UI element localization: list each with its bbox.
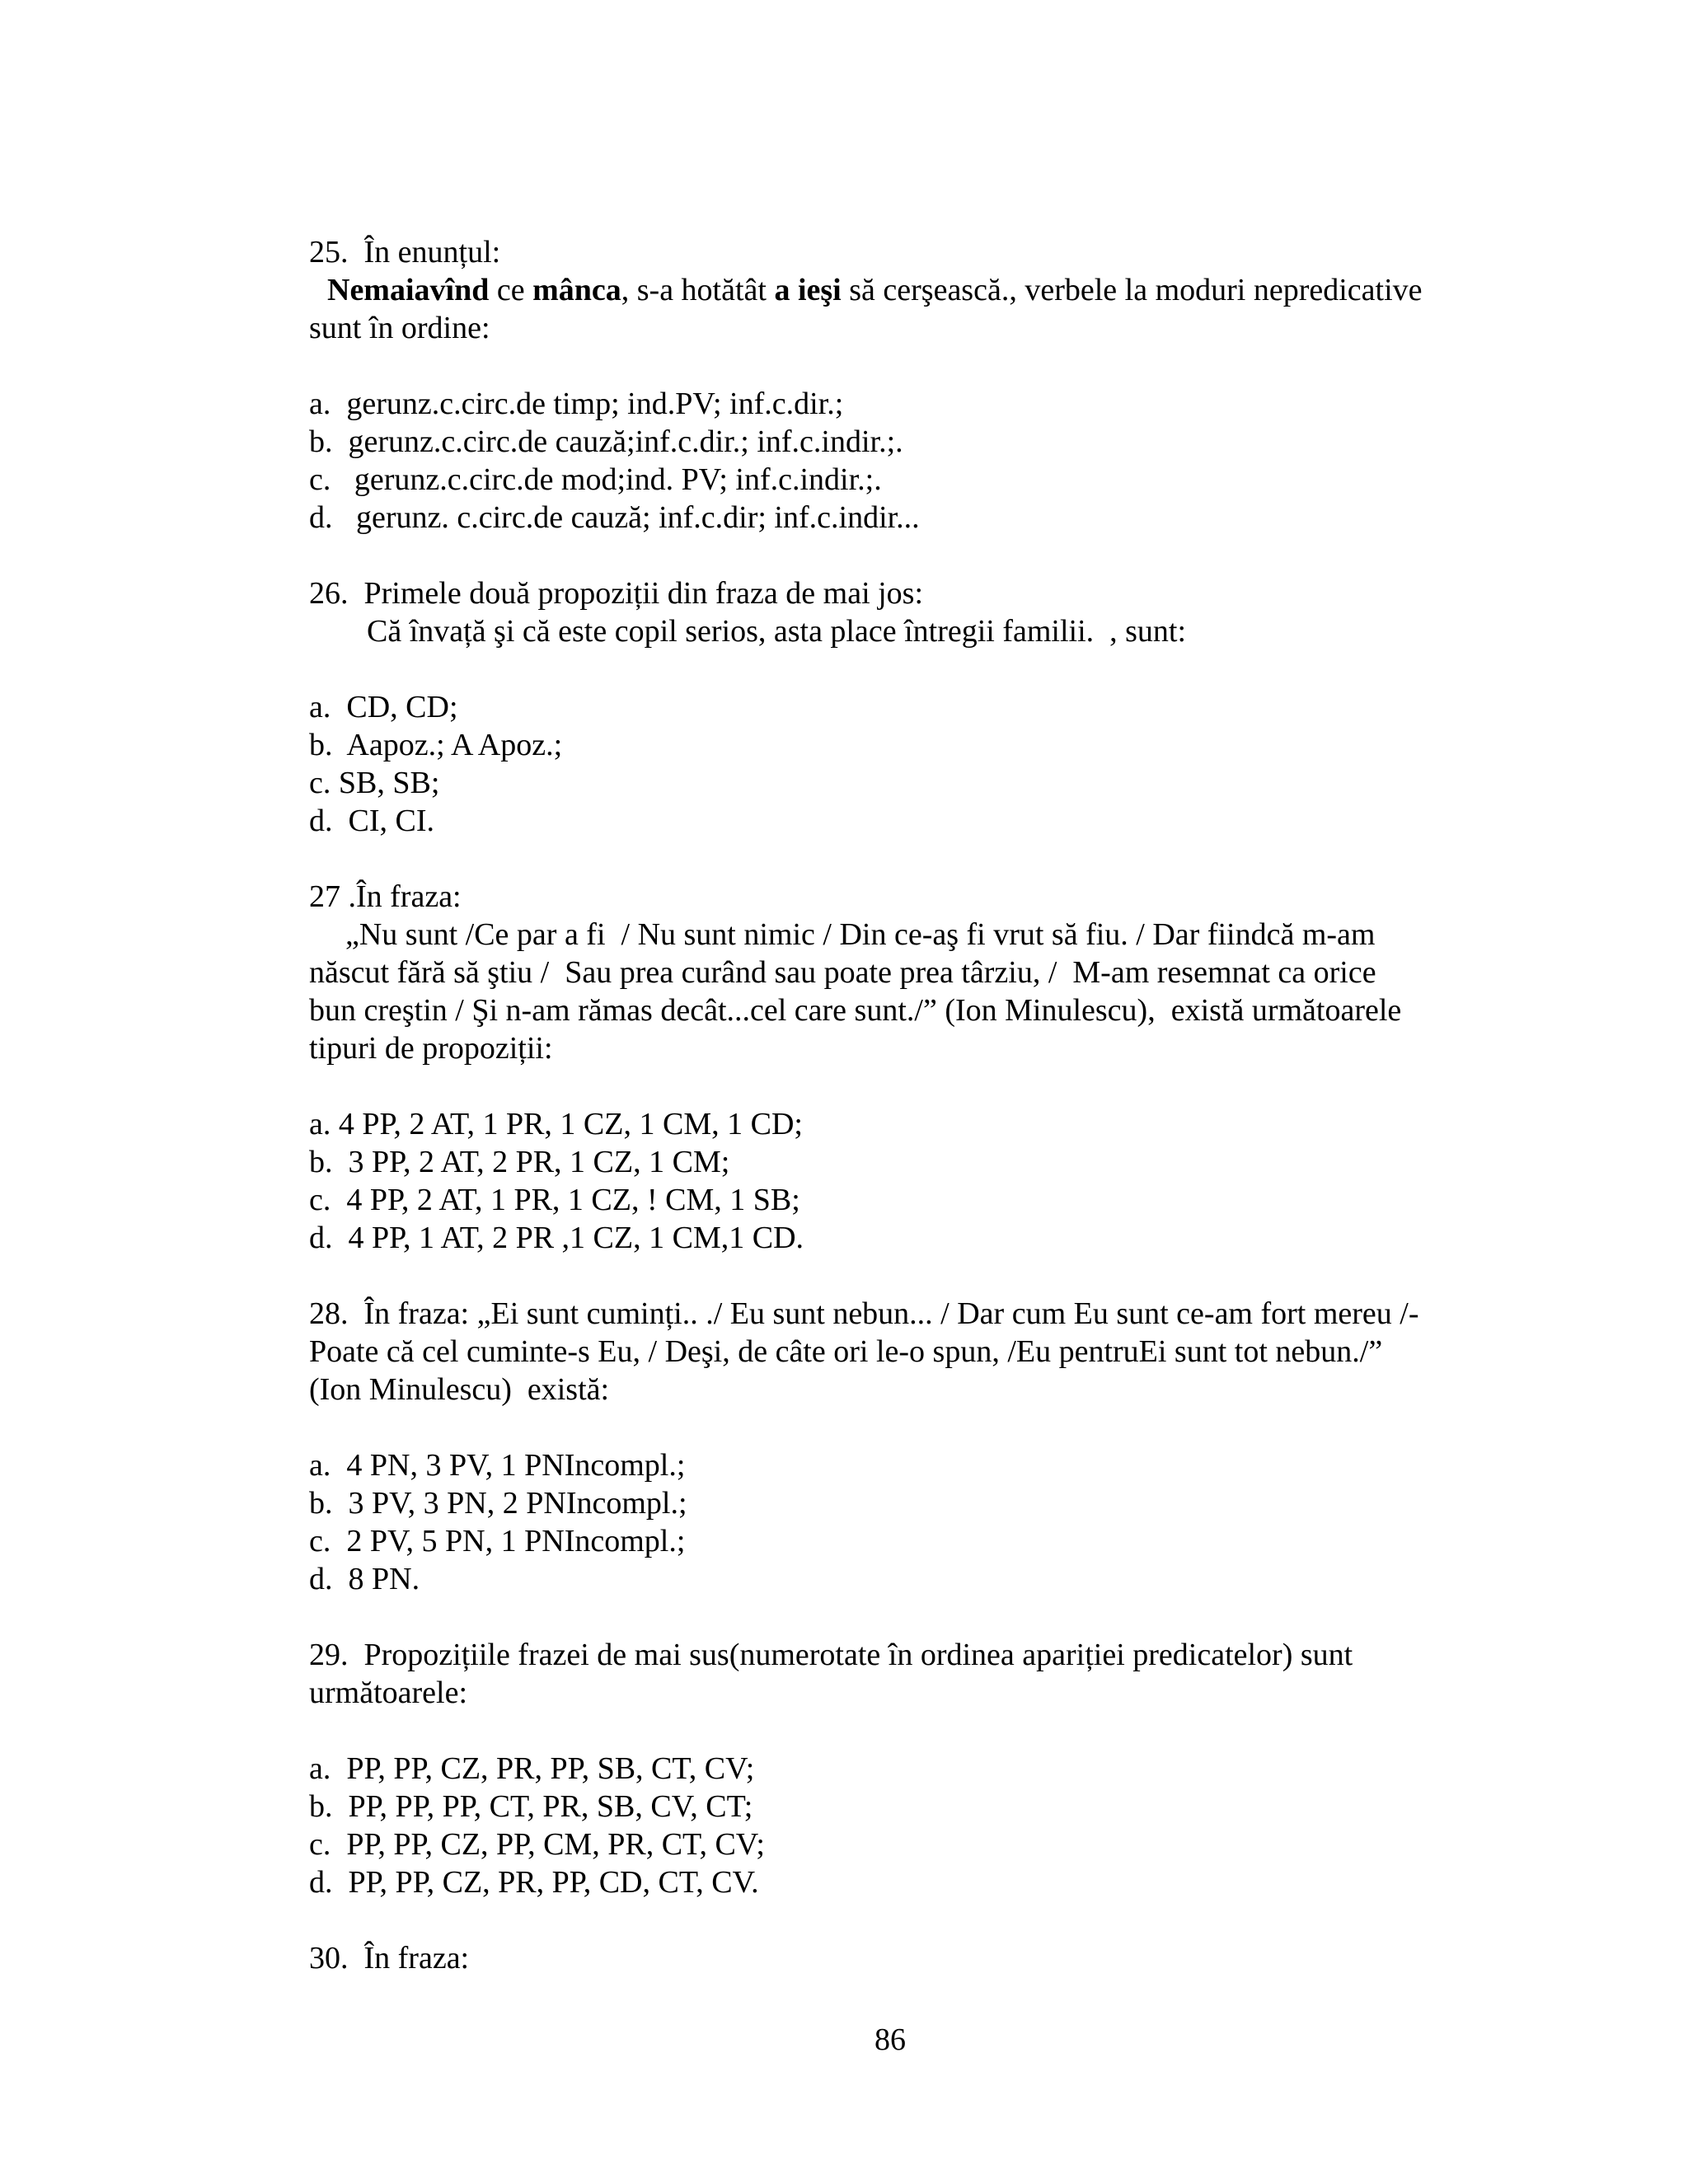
answer-option: b. Aapoz.; A Apoz.;: [309, 728, 563, 762]
answer-option: d. 4 PP, 1 AT, 2 PR ,1 CZ, 1 CM,1 CD.: [309, 1221, 804, 1255]
page-content: [309, 233, 1488, 1977]
sentence-text: , s-a hotătât: [621, 273, 775, 307]
question-27-quote-line: născut fără să ştiu / Sau prea curând sau poate prea târziu, / M-am resemnat ca orice: [309, 955, 1376, 990]
question-25-continuation: sunt în ordine:: [309, 311, 490, 345]
answer-option: a. 4 PN, 3 PV, 1 PNIncompl.;: [309, 1448, 686, 1483]
question-26: [309, 574, 1488, 840]
answer-option: a. 4 PP, 2 AT, 1 PR, 1 CZ, 1 CM, 1 CD;: [309, 1107, 803, 1141]
answer-option: d. 8 PN.: [309, 1562, 420, 1596]
answer-option: d. gerunz. c.circ.de cauză; inf.c.dir; inf.c.indir...: [309, 500, 920, 535]
answer-option: d. PP, PP, CZ, PR, PP, CD, CT, CV.: [309, 1865, 759, 1900]
answer-option: c. PP, PP, CZ, PP, CM, PR, CT, CV;: [309, 1827, 765, 1862]
bold-word: a ieşi: [774, 273, 842, 307]
sentence-text: ce: [489, 273, 533, 307]
answer-option: a. PP, PP, CZ, PR, PP, SB, CT, CV;: [309, 1751, 755, 1786]
bold-word: Nemaiavînd: [327, 273, 490, 307]
question-29-line: următoarele:: [309, 1675, 468, 1710]
bold-word: mânca: [532, 273, 621, 307]
question-28: [309, 1295, 1488, 1598]
answer-option: b. PP, PP, PP, CT, PR, SB, CV, CT;: [309, 1789, 753, 1824]
question-25-title: 25. În enunțul:: [309, 235, 501, 269]
question-27: [309, 878, 1488, 1257]
question-29-line: 29. Propozițiile frazei de mai sus(numerotate în ordinea apariției predicatelor) sunt: [309, 1638, 1353, 1672]
question-25: [309, 233, 1488, 537]
answer-option: c. 4 PP, 2 AT, 1 PR, 1 CZ, ! CM, 1 SB;: [309, 1183, 800, 1217]
sentence-text: să cerşească., verbele la moduri nepredicative: [841, 273, 1423, 307]
question-28-line: (Ion Minulescu) există:: [309, 1372, 610, 1407]
question-27-quote-line: tipuri de propoziții:: [309, 1031, 553, 1066]
answer-option: b. gerunz.c.circ.de cauză;inf.c.dir.; inf.c.indir.;.: [309, 424, 903, 459]
question-28-line: 28. În fraza: „Ei sunt cuminți.. ./ Eu sunt nebun... / Dar cum Eu sunt ce-am fort mereu /-: [309, 1296, 1419, 1331]
answer-option: c. SB, SB;: [309, 766, 440, 800]
question-27-quote-line: bun creştin / Şi n-am rămas decât...cel care sunt./” (Ion Minulescu), există următoarele: [309, 993, 1402, 1028]
answer-option: b. 3 PV, 3 PN, 2 PNIncompl.;: [309, 1486, 687, 1521]
question-28-line: Poate că cel cuminte-s Eu, / Deşi, de câte ori le-o spun, /Eu pentruEi sunt tot nebun./”: [309, 1334, 1383, 1369]
answer-option: a. CD, CD;: [309, 690, 458, 724]
answer-option: c. 2 PV, 5 PN, 1 PNIncompl.;: [309, 1524, 686, 1558]
question-25-sentence: [309, 271, 1488, 309]
answer-option: a. gerunz.c.circ.de timp; ind.PV; inf.c.dir.;: [309, 387, 844, 421]
question-29: [309, 1636, 1488, 1901]
question-27-quote-line: „Nu sunt /Ce par a fi / Nu sunt nimic / Din ce-aş fi vrut să fiu. / Dar fiindcă m-am: [345, 917, 1376, 952]
question-30: [309, 1939, 1488, 1977]
page-number: 86: [874, 2022, 906, 2057]
question-26-sentence: Că învață şi că este copil serios, asta place întregii familii. , sunt:: [367, 614, 1187, 649]
answer-option: d. CI, CI.: [309, 804, 434, 838]
answer-option: b. 3 PP, 2 AT, 2 PR, 1 CZ, 1 CM;: [309, 1145, 730, 1179]
answer-option: c. gerunz.c.circ.de mod;ind. PV; inf.c.indir.;.: [309, 462, 882, 497]
question-30-title: 30. În fraza:: [309, 1941, 470, 1975]
question-26-title: 26. Primele două propoziții din fraza de mai jos:: [309, 576, 924, 611]
question-27-title: 27 .În fraza:: [309, 879, 462, 914]
